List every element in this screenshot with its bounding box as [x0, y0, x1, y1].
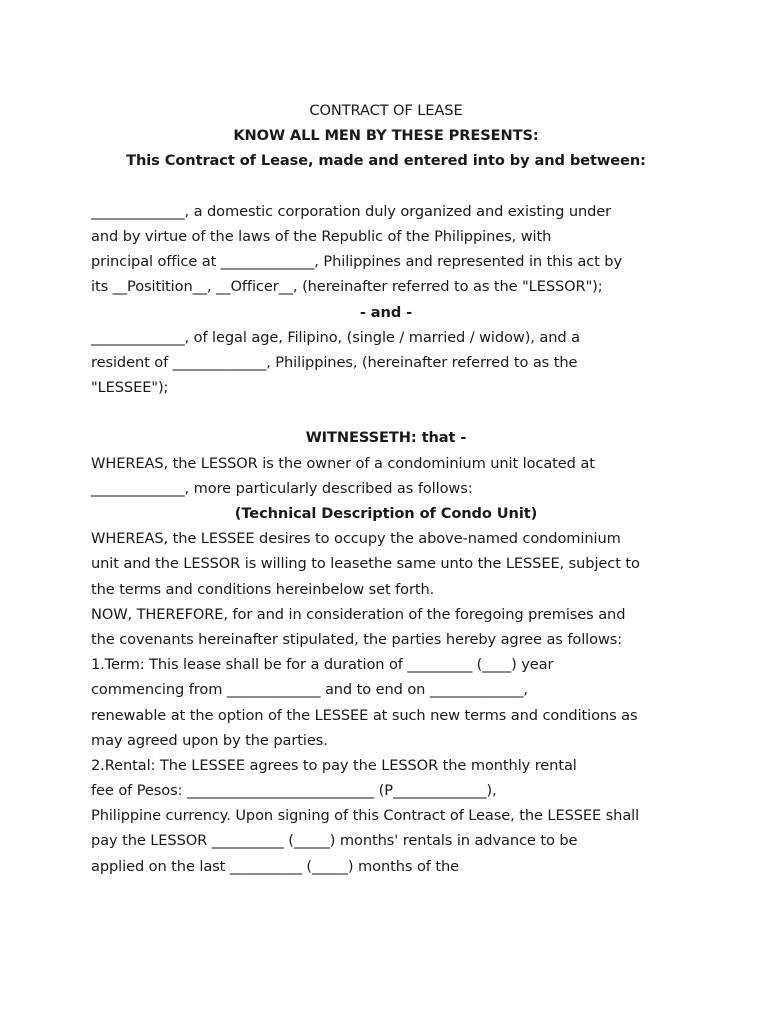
term-clause: [91, 652, 681, 753]
paragraph-line: unit and the LESSOR is willing to leasethe same unto the LESSEE, subject to: [91, 555, 640, 573]
paragraph-line: may agreed upon by the parties.: [91, 731, 328, 749]
whereas-paragraph-1: [91, 451, 681, 501]
paragraph-line: 1.Term: This lease shall be for a duration of _________ (____) year: [91, 656, 554, 674]
technical-description-heading: (Technical Description of Condo Unit): [234, 505, 538, 522]
paragraph-line: _____________, of legal age, Filipino, (single / married / widow), and a: [91, 328, 580, 346]
witnesseth-heading: WITNESSETH: that -: [305, 429, 467, 447]
paragraph-line: "LESSEE");: [91, 379, 169, 397]
paragraph-line: Philippine currency. Upon signing of this Contract of Lease, the LESSEE shall: [91, 807, 640, 825]
document-heading: KNOW ALL MEN BY THESE PRESENTS:: [233, 127, 539, 145]
whereas-paragraph-2: [91, 526, 681, 602]
paragraph-line: its __Positition__, __Officer__, (hereinafter referred to as the "LESSOR");: [91, 278, 603, 296]
now-therefore-paragraph: [91, 602, 681, 652]
and-separator: - and -: [359, 303, 413, 321]
paragraph-line: NOW, THEREFORE, for and in consideration of the foregoing premises and: [91, 605, 626, 623]
document-body: [91, 98, 681, 879]
document-intro: This Contract of Lease, made and entered into by and between:: [126, 152, 646, 170]
paragraph-line: commencing from _____________ and to end on _____________,: [91, 681, 528, 699]
spacer: [91, 174, 681, 199]
lessee-paragraph: [91, 325, 681, 401]
spacer: [91, 400, 681, 425]
paragraph-line: applied on the last __________ (_____) months of the: [91, 857, 460, 875]
lessor-paragraph: [91, 199, 681, 300]
document-title: CONTRACT OF LEASE: [309, 102, 463, 119]
paragraph-line: resident of _____________, Philippines, (hereinafter referred to as the: [91, 353, 578, 371]
paragraph-line: WHEREAS, the LESSOR is the owner of a condominium unit located at: [91, 454, 595, 472]
paragraph-line: and by virtue of the laws of the Republic of the Philippines, with: [91, 227, 552, 245]
paragraph-line: WHEREAS, the LESSEE desires to occupy the above-named condominium: [91, 530, 621, 548]
paragraph-line: renewable at the option of the LESSEE at such new terms and conditions as: [91, 706, 638, 724]
paragraph-line: principal office at _____________, Philippines and represented in this act by: [91, 253, 623, 271]
rental-clause: [91, 753, 681, 879]
paragraph-line: the covenants hereinafter stipulated, the parties hereby agree as follows:: [91, 630, 623, 648]
paragraph-line: _____________, more particularly described as follows:: [91, 479, 473, 497]
paragraph-line: the terms and conditions hereinbelow set forth.: [91, 580, 435, 598]
paragraph-line: 2.Rental: The LESSEE agrees to pay the LESSOR the monthly rental: [91, 756, 577, 774]
paragraph-line: fee of Pesos: __________________________ (P_____________),: [91, 782, 497, 800]
paragraph-line: _____________, a domestic corporation duly organized and existing under: [91, 202, 612, 220]
paragraph-line: pay the LESSOR __________ (_____) months' rentals in advance to be: [91, 832, 578, 850]
